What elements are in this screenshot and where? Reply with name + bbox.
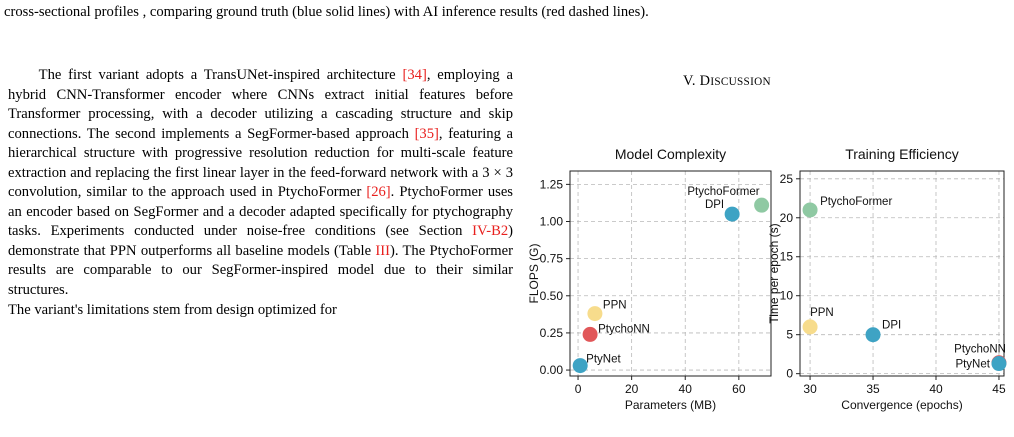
- paragraph-text: , employing a hybrid CNN-Transformer encoder where CNNs extract initial features before Transformer processing, with a decoder utilizing a cascading structure and skip connections. The second implements a SegFormer-based approach: [8, 67, 513, 142]
- data-label-ptynet: PtyNet: [955, 358, 990, 371]
- chart-title: Training Efficiency: [845, 146, 959, 162]
- citation-link[interactable]: [26]: [366, 184, 391, 200]
- chart-title: Model Complexity: [614, 146, 727, 162]
- section-numeral: V.: [683, 73, 696, 89]
- y-tick-label: 0.75: [539, 251, 563, 266]
- data-label-dpi: DPI: [882, 319, 902, 332]
- plot-frame: [570, 171, 771, 376]
- data-label-ptynet: PtyNet: [586, 353, 621, 366]
- citation-link[interactable]: III: [375, 242, 390, 259]
- y-tick-label: 15: [779, 249, 793, 264]
- data-label-ptychoformer: PtychoFormer: [687, 186, 760, 199]
- paragraph-text: ) demonstrate that PPN outperforms all baseline models (Table: [8, 223, 513, 259]
- data-point-dpi: [725, 207, 740, 222]
- data-label-ppn: PPN: [602, 299, 627, 312]
- y-tick-label: 0: [786, 366, 793, 381]
- section-title-rest: ISCUSSION: [710, 76, 771, 88]
- paragraph-text: . PtychoFormer uses an encoder based on SegFormer and a decoder adapted specifically for ptychography tasks. Experiments conducted under noise-free conditions (see Section: [8, 184, 513, 239]
- y-tick-label: 1.25: [539, 177, 563, 192]
- body-text-column: [8, 66, 513, 318]
- citation-link[interactable]: [34]: [402, 67, 427, 83]
- data-label-ptychonn: PtychoNN: [598, 323, 650, 336]
- data-point-ptychoformer: [803, 202, 818, 217]
- x-tick-label: 40: [929, 382, 943, 396]
- y-axis-label: Time per epoch (s): [767, 223, 781, 324]
- x-tick-label: 0: [574, 382, 582, 396]
- y-tick-label: 0.25: [539, 325, 563, 340]
- y-tick-label: 25: [779, 171, 793, 186]
- y-tick-label: 0.50: [539, 288, 563, 303]
- body-paragraph: [8, 66, 513, 300]
- x-axis-label: Parameters (MB): [624, 398, 717, 412]
- comparison-figure: [527, 135, 1014, 420]
- y-tick-label: 1.00: [539, 214, 563, 229]
- citation-link[interactable]: IV-B2: [472, 223, 509, 239]
- y-tick-label: 5: [786, 327, 793, 342]
- data-point-ppn: [803, 319, 818, 334]
- data-point-ptychoformer: [754, 198, 769, 213]
- paragraph-text: The first variant adopts a TransUNet-inspired architecture: [38, 67, 403, 83]
- paragraph-text: , featuring a hierarchical structure with progressive resolution reduction for multi-scale feature extraction and replacing the first linear layer in the feed-forward network with a 3 × 3 convolution, similar to the approach used in PtychoFormer: [8, 125, 513, 200]
- x-tick-label: 60: [732, 382, 746, 396]
- data-label-ptychonn: PtychoNN: [954, 343, 1006, 356]
- figure-caption-tail: cross-sectional profiles , comparing ground truth (blue solid lines) with AI inference results (red dashed lines).: [4, 4, 649, 20]
- x-tick-label: 45: [992, 382, 1006, 396]
- data-point-dpi: [866, 327, 881, 342]
- section-heading: [683, 73, 771, 90]
- x-tick-label: 40: [678, 382, 692, 396]
- x-tick-label: 20: [624, 382, 639, 396]
- x-tick-label: 30: [803, 382, 817, 396]
- section-title-initial: D: [699, 73, 711, 89]
- x-axis-label: Convergence (epochs): [841, 398, 963, 412]
- y-tick-label: 0.00: [539, 363, 563, 378]
- data-point-ptychonn: [583, 327, 598, 342]
- data-label-dpi: DPI: [704, 199, 725, 212]
- body-paragraph-cut-line: The variant's limitations stem from design optimized for: [8, 302, 337, 318]
- x-tick-label: 35: [866, 382, 880, 396]
- y-tick-label: 20: [779, 210, 793, 225]
- data-point-ptynet: [991, 356, 1006, 371]
- y-axis-label: FLOPS (G): [527, 243, 541, 304]
- citation-link[interactable]: [35]: [414, 125, 439, 142]
- data-point-ppn: [587, 306, 602, 321]
- data-label-ppn: PPN: [810, 306, 834, 319]
- scatter-charts: [527, 135, 1014, 420]
- data-label-ptychoformer: PtychoFormer: [820, 195, 893, 208]
- y-tick-label: 10: [779, 288, 793, 303]
- paragraph-text: ). The PtychoFormer results are comparable to our SegFormer-inspired model due to their similar structures.: [8, 242, 513, 298]
